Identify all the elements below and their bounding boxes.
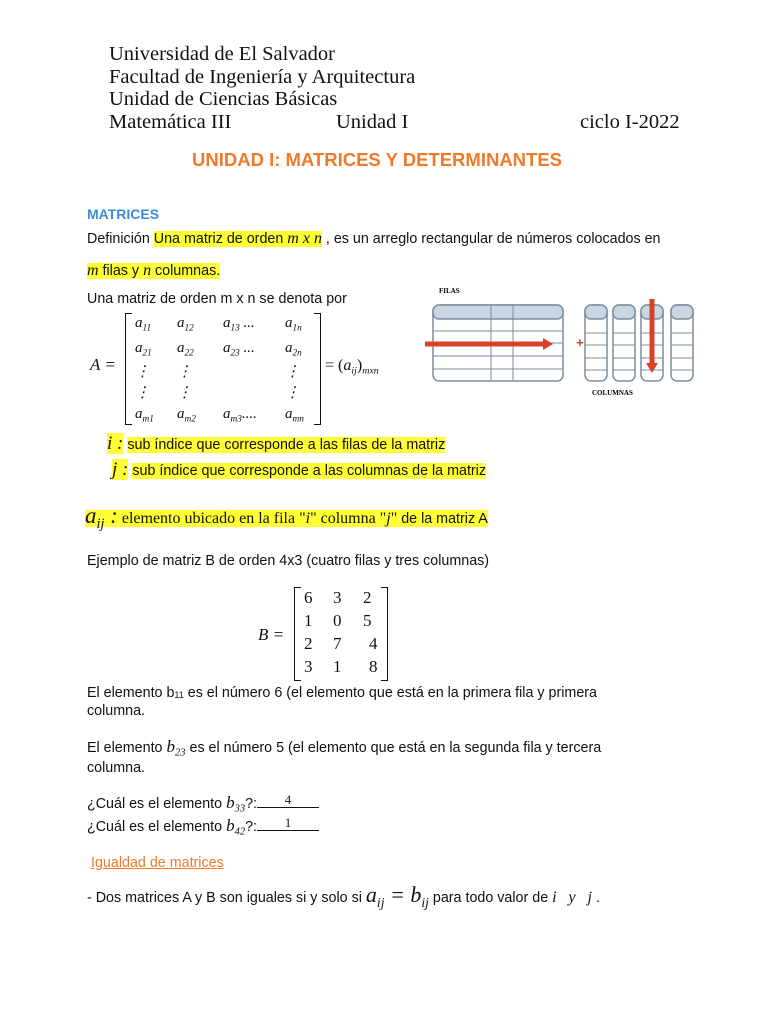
columns-label: COLUMNAS [592, 389, 633, 397]
definition-line [87, 230, 661, 248]
n-var: n [143, 262, 152, 279]
header-faculty: Facultad de Ingeniería y Arquitectura [109, 66, 416, 88]
j-symbol: j : [112, 459, 129, 480]
matrix-b-name: B = [258, 625, 285, 644]
columns-group [585, 305, 693, 381]
definition-rest: , es un arreglo rectangular de números colocados en [321, 231, 661, 247]
vdots: ⋮ [177, 384, 192, 401]
m-var: m [87, 262, 99, 279]
b11-line: El elemento b11 es el número 6 (el elemento que está en la primera fila y primera [87, 685, 597, 701]
header-unit-number: Unidad I [336, 111, 409, 133]
equality-text: - Dos matrices A y B son iguales si y solo si $a_{ij} = b_{ij}$ para todo valor de i y j . [87, 882, 600, 910]
j-note [112, 459, 486, 481]
matrix-a-body [135, 312, 315, 427]
a23: $a_{23}$ ... [223, 339, 255, 359]
b-cell: 3 [304, 656, 313, 676]
b-cell: 1 [333, 656, 342, 676]
aij-highlight: $a_{ij}$ : elemento ubicado en la fila "i" columna "j" de la matriz A [85, 503, 488, 532]
header-unit: Unidad de Ciencias Básicas [109, 88, 338, 110]
b-cell: 7 [333, 633, 342, 653]
am2: $a_{m2}$ [177, 405, 196, 425]
definition-highlight: Una matriz de orden m x n [153, 230, 322, 247]
b-cell: 3 [333, 587, 342, 607]
a22: $a_{22}$ [177, 339, 194, 359]
am3: $a_{m3}$.... [223, 405, 257, 425]
a12: $a_{12}$ [177, 315, 194, 334]
b-cell: 8 [369, 656, 378, 676]
rows-columns-figure [425, 283, 705, 398]
amn: $a_{mn}$ [285, 405, 304, 425]
b23-line-2: columna. [87, 760, 146, 776]
b-cell: 4 [369, 633, 378, 653]
a13: $a_{13}$ ... [223, 315, 255, 334]
example-text: Ejemplo de matriz B de orden 4x3 (cuatro filas y tres columnas) [87, 553, 490, 569]
denote-text: Una matriz de orden m x n se denota por [87, 291, 347, 307]
matrix-a-compact: = $(a_{ij})_{mxn}$ [325, 357, 379, 377]
header-university: Universidad de El Salvador [109, 43, 336, 65]
a11: $a_{11}$ [135, 315, 152, 334]
b-cell: 0 [333, 610, 342, 630]
section-heading: MATRICES [87, 206, 160, 222]
question-b33: ¿Cuál es el elemento $b_{33}$?: 4 [87, 793, 319, 815]
plus-sign: + [576, 335, 584, 350]
vdots: ⋮ [135, 384, 150, 401]
a1n: $a_{1n}$ [285, 315, 302, 334]
b23-line: El elemento $b_{23}$ es el número 5 (el elemento que está en la segunda fila y tercera [87, 737, 602, 759]
i-symbol: i : [107, 433, 124, 454]
answer-b33: 4 [257, 793, 319, 808]
a2n: $a_{2n}$ [285, 339, 302, 359]
header-course: Matemática III [109, 111, 232, 133]
matrix-b-body [304, 586, 383, 678]
aij-symbol: $a_{ij}$ : [85, 503, 118, 532]
definition-highlight-2: m filas y n columnas. [87, 262, 221, 279]
question-b42: ¿Cuál es el elemento $b_{42}$?: 1 [87, 816, 319, 838]
matrix-a-left-bracket [125, 313, 132, 425]
answer-b42: 1 [257, 816, 319, 831]
a21: $a_{21}$ [135, 339, 152, 359]
definition-line-2 [87, 262, 220, 280]
b-cell: 2 [363, 587, 372, 607]
page-title: UNIDAD I: MATRICES Y DETERMINANTES [192, 149, 563, 170]
j-note-text: sub índice que corresponde a las columnas de la matriz [132, 463, 487, 479]
matrix-a-name: A = [90, 355, 116, 374]
b-cell: 6 [304, 587, 313, 607]
equality-heading-link[interactable]: Igualdad de matrices [91, 855, 224, 871]
header-cycle: ciclo I-2022 [580, 111, 680, 133]
i-note-text: sub índice que corresponde a las filas de la matriz [127, 437, 446, 453]
matrix-a-right-bracket [314, 313, 321, 425]
order-var: m x n [287, 230, 322, 247]
am1: $a_{m1}$ [135, 405, 154, 425]
aij-note [85, 503, 488, 533]
b-cell: 1 [304, 610, 313, 630]
vdots: ⋮ [135, 363, 150, 380]
rows-label: FILAS [439, 287, 460, 295]
b11-line-2: columna. [87, 703, 146, 719]
b-cell: 5 [363, 610, 372, 630]
b-cell: 2 [304, 633, 313, 653]
matrix-b-left-bracket [294, 587, 301, 681]
vdots: ⋮ [177, 363, 192, 380]
definition-prefix: Definición [87, 231, 154, 247]
vdots: ⋮ [285, 384, 300, 401]
vdots: ⋮ [285, 363, 300, 380]
i-note [107, 433, 445, 455]
